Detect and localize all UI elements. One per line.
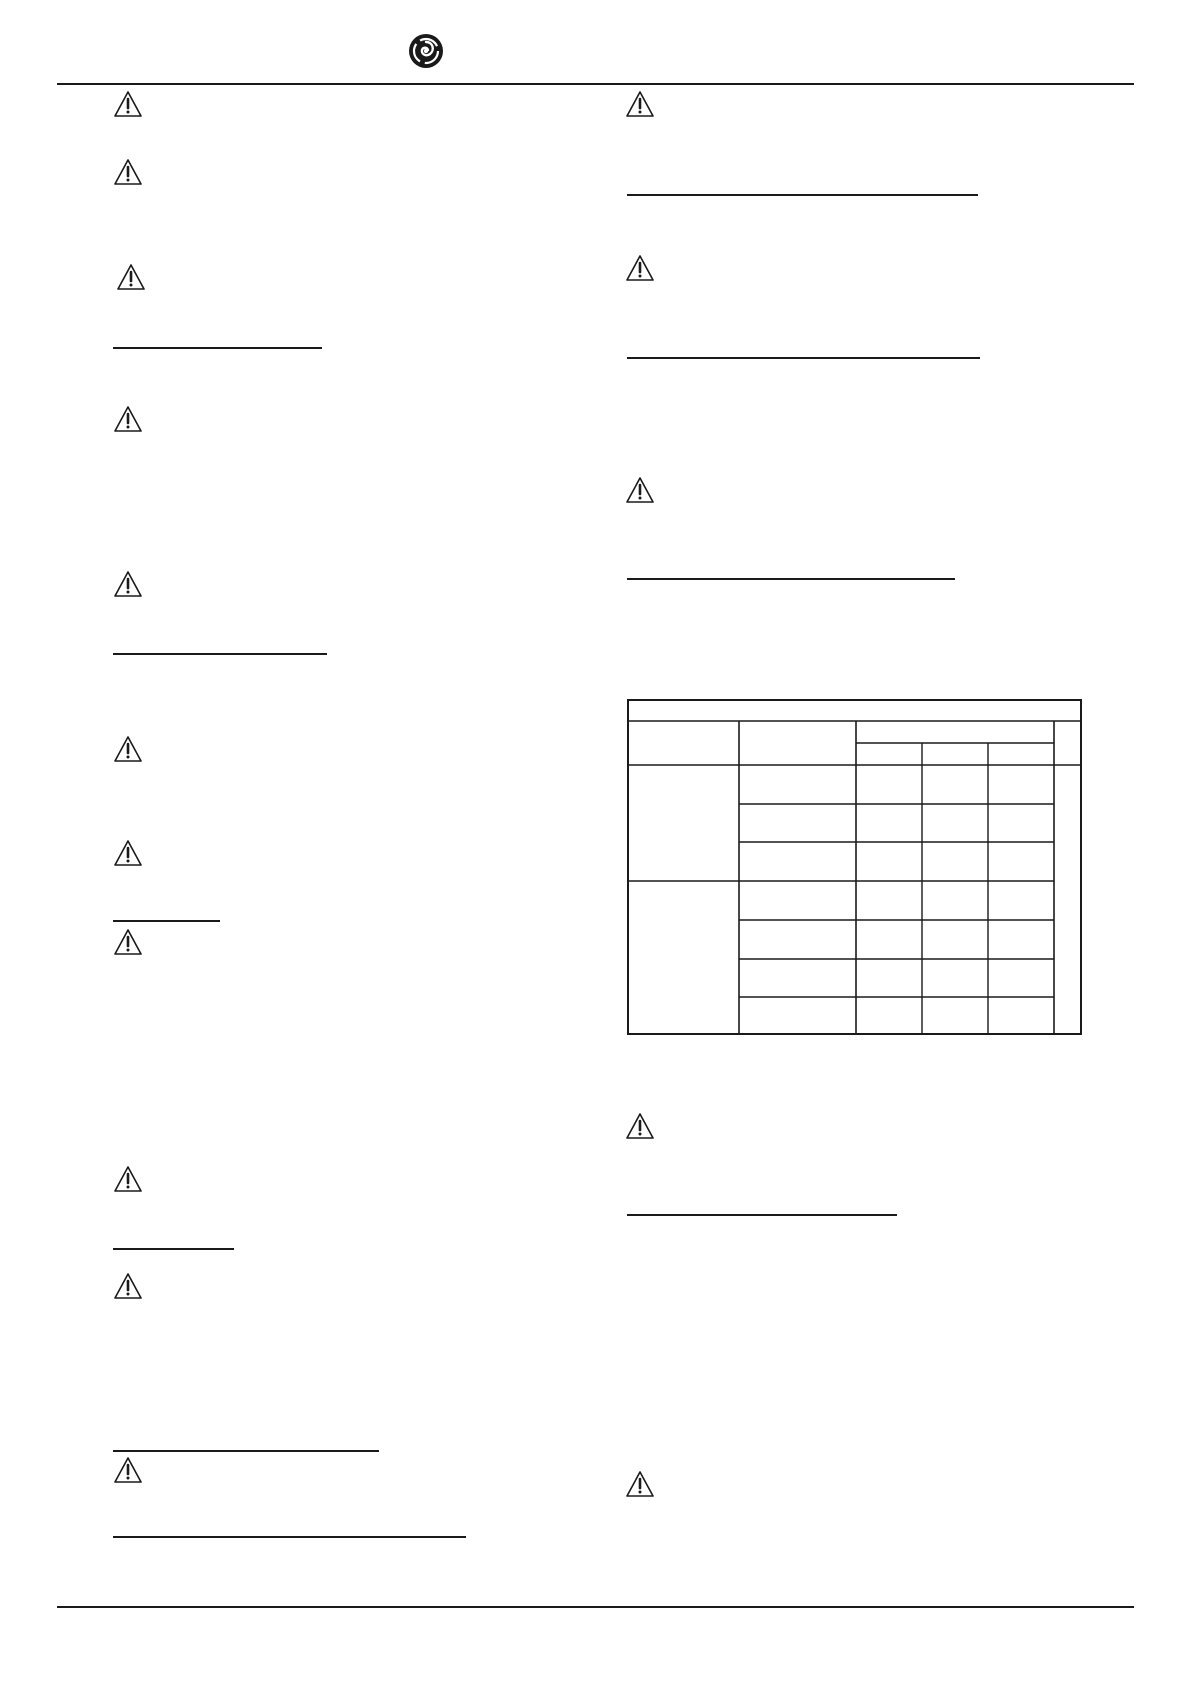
warning-icon	[116, 263, 146, 291]
warning-icon	[625, 1470, 655, 1498]
spiral-logo-icon	[408, 33, 444, 69]
section-heading-underline	[113, 1248, 234, 1250]
warning-icon	[113, 1165, 143, 1193]
header-rule	[57, 83, 1134, 85]
section-heading-underline	[627, 1214, 897, 1216]
section-heading-underline	[113, 920, 220, 922]
section-heading-underline	[113, 1450, 379, 1452]
warning-icon	[113, 405, 143, 433]
warning-icon	[113, 90, 143, 118]
data-table	[627, 699, 1082, 1035]
footer-rule	[57, 1606, 1134, 1608]
warning-icon	[113, 1272, 143, 1300]
section-heading-underline	[627, 194, 978, 196]
warning-icon	[113, 570, 143, 598]
section-heading-underline	[113, 653, 327, 655]
warning-icon	[625, 1112, 655, 1140]
warning-icon	[113, 928, 143, 956]
warning-icon	[113, 1456, 143, 1484]
warning-icon	[113, 735, 143, 763]
section-heading-underline	[627, 578, 955, 580]
warning-icon	[625, 476, 655, 504]
section-heading-underline	[113, 1536, 466, 1538]
section-heading-underline	[627, 357, 980, 359]
warning-icon	[625, 254, 655, 282]
section-heading-underline	[113, 347, 322, 349]
warning-icon	[113, 158, 143, 186]
warning-icon	[625, 90, 655, 118]
warning-icon	[113, 839, 143, 867]
